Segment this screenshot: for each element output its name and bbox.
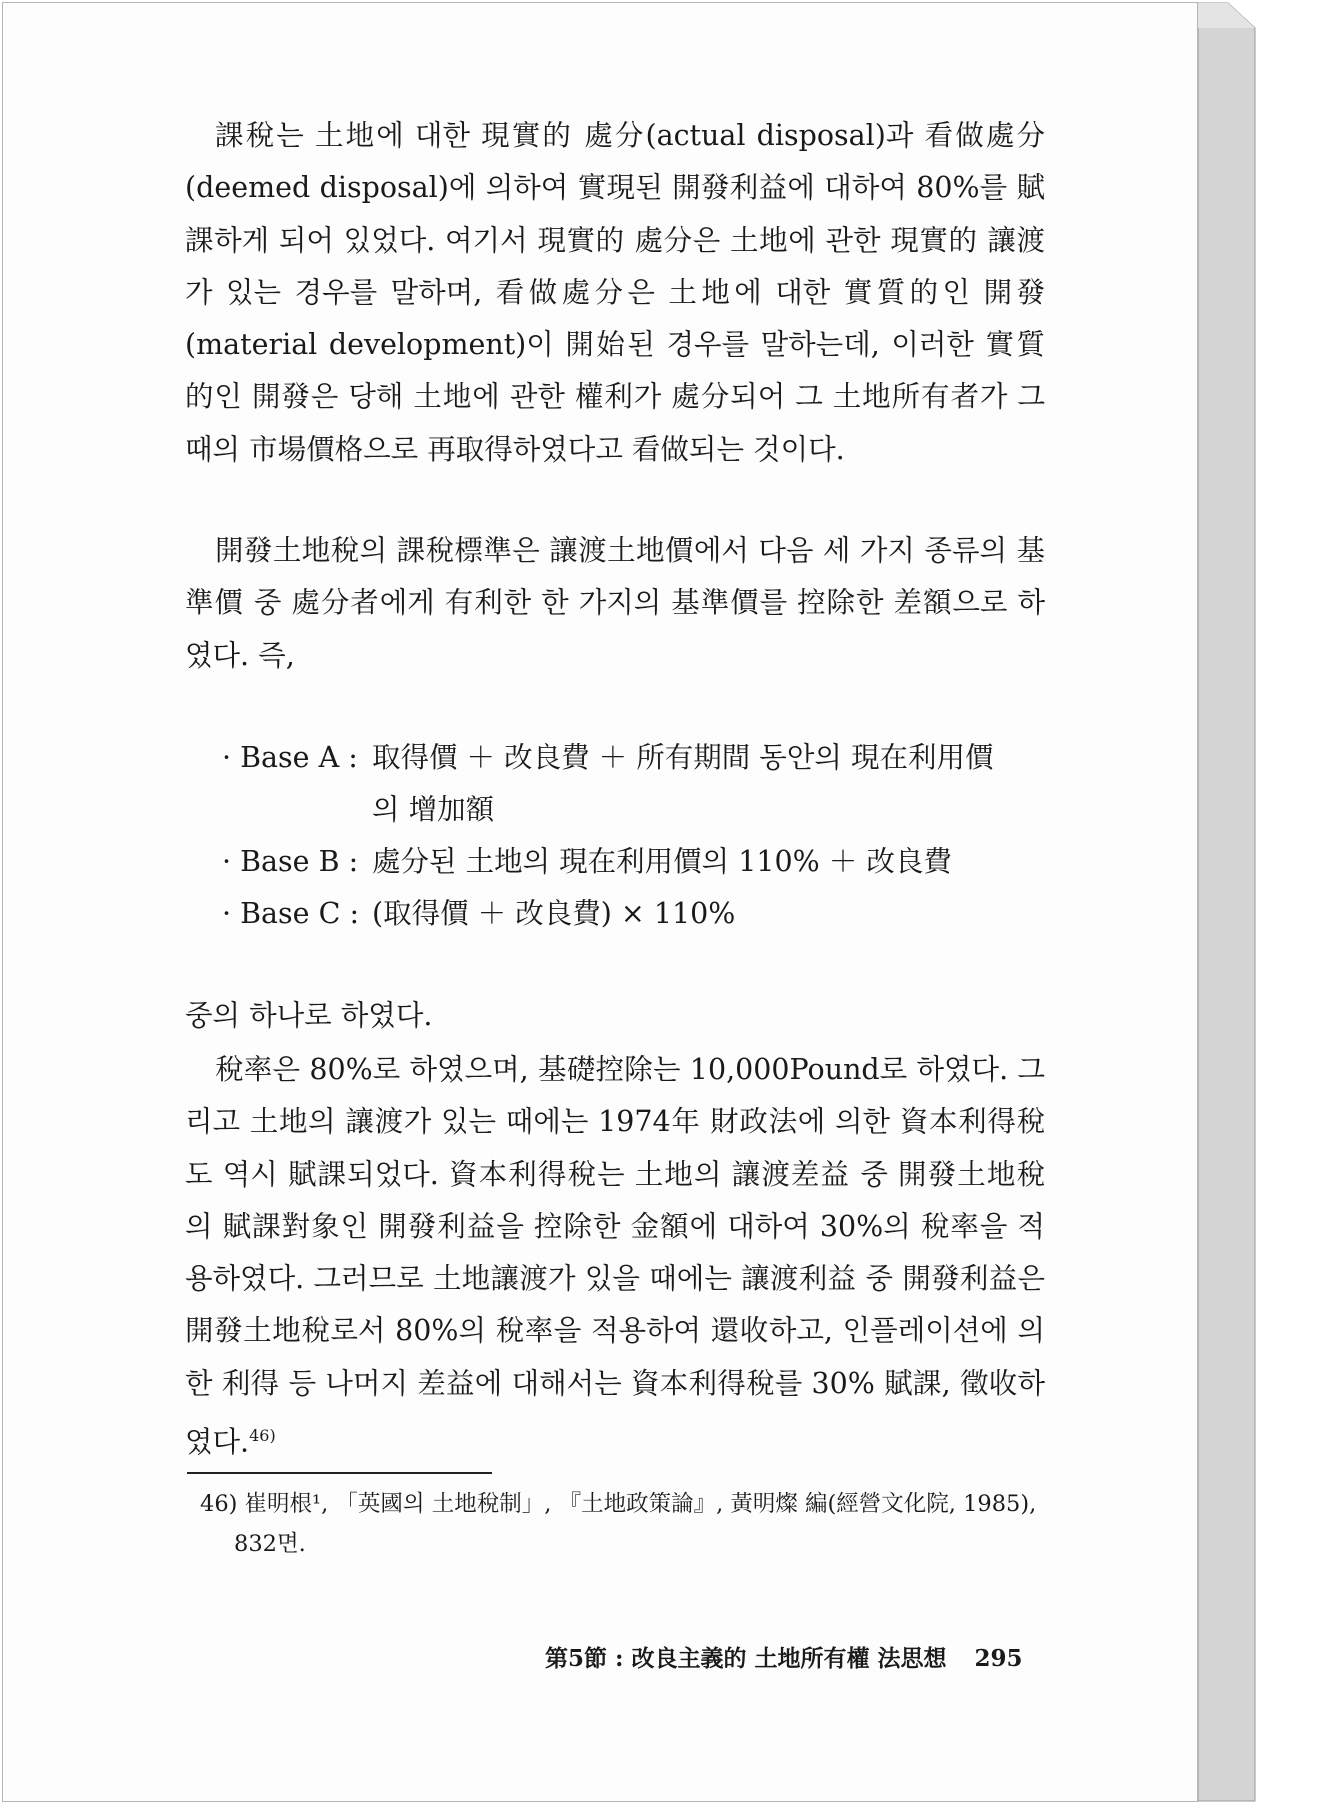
base-a-label: · Base A : [222,741,358,774]
footnote-line-1: 46) 崔明根¹, 「英國의 土地稅制」, 『土地政策論』, 黃明燦 編(經營文化院, 1985), [200,1491,1037,1517]
list-item [222,888,1072,940]
base-a-formula: 取得價 ＋ 改良費 ＋ 所有期間 동안의 現在利用價 [372,741,994,774]
footnote-line-2: 832면. [234,1531,306,1557]
footnote-reference: 46) [249,1426,276,1446]
paragraph-2-text: 開發土地稅의 課稅標準은 讓渡土地價에서 다음 세 가지 종류의 基準價 중 處分者에게 有利한 한 가지의 基準價를 控除한 差額으로 하였다. 즉, [185,534,1045,672]
footnote [200,1484,1070,1564]
paragraph-3-text: 중의 하나로 하였다. [185,999,433,1032]
paragraph-2 [185,525,1045,682]
paragraph-1-text: 課稅는 土地에 대한 現實的 處分(actual disposal)과 看做處分(deemed disposal)에 의하여 實現된 開發利益에 대하여 80%를 賦課하게 되어 있었다. 여기서 現實的 處分은 土地에 관한 現實的 讓渡가 있는 경우를 말하며, 看做處分은 土地에 대한 實質的인 開發(material development)이 開始된 경우를 말하는데, 이러한 實質的인 開發은 당해 土地에 관한 權利가 處分되어 그 土地所有者가 그때의 市場價格으로 再取得하였다고 看做되는 것이다. [185,119,1045,466]
list-item [222,836,1072,888]
base-b-formula: 處分된 土地의 現在利用價의 110% ＋ 改良費 [372,845,952,878]
base-list [222,732,1072,940]
base-a-continuation: 의 增加額 [372,793,495,826]
base-b-label: · Base B : [222,845,359,878]
running-head [545,1640,1023,1673]
footnote-divider [187,1472,492,1474]
paragraph-4-body: 稅率은 80%로 하였으며, 基礎控除는 10,000Pound로 하였다. 그리고 土地의 讓渡가 있는 때에는 1974年 財政法에 의한 資本利得稅도 역시 賦課되었다. 資本利得稅는 土地의 讓渡差益 중 開發土地稅의 賦課對象인 開發利益을 控除한 金額에 대하여 30%의 稅率을 적용하였다. 그러므로 土地讓渡가 있을 때에는 讓渡利益 중 開發利益은 開發土地稅로서 80%의 稅率을 적용하여 還收하고, 인플레이션에 의한 利得 등 나머지 差益에 대해서는 資本利得稅를 30% 賦課, 徵收하였다. [185,1053,1045,1459]
paragraph-4 [185,1044,1045,1469]
paragraph-1 [185,110,1045,476]
running-head-title: 第5節 : 改良主義的 土地所有權 法思想 [545,1645,947,1672]
paragraph-3 [185,990,1045,1042]
list-item [222,732,1072,784]
base-c-label: · Base C : [222,897,360,930]
page-number: 295 [974,1645,1023,1672]
base-c-formula: (取得價 ＋ 改良費) × 110% [372,897,736,930]
paragraph-4-text [185,1044,1045,1469]
